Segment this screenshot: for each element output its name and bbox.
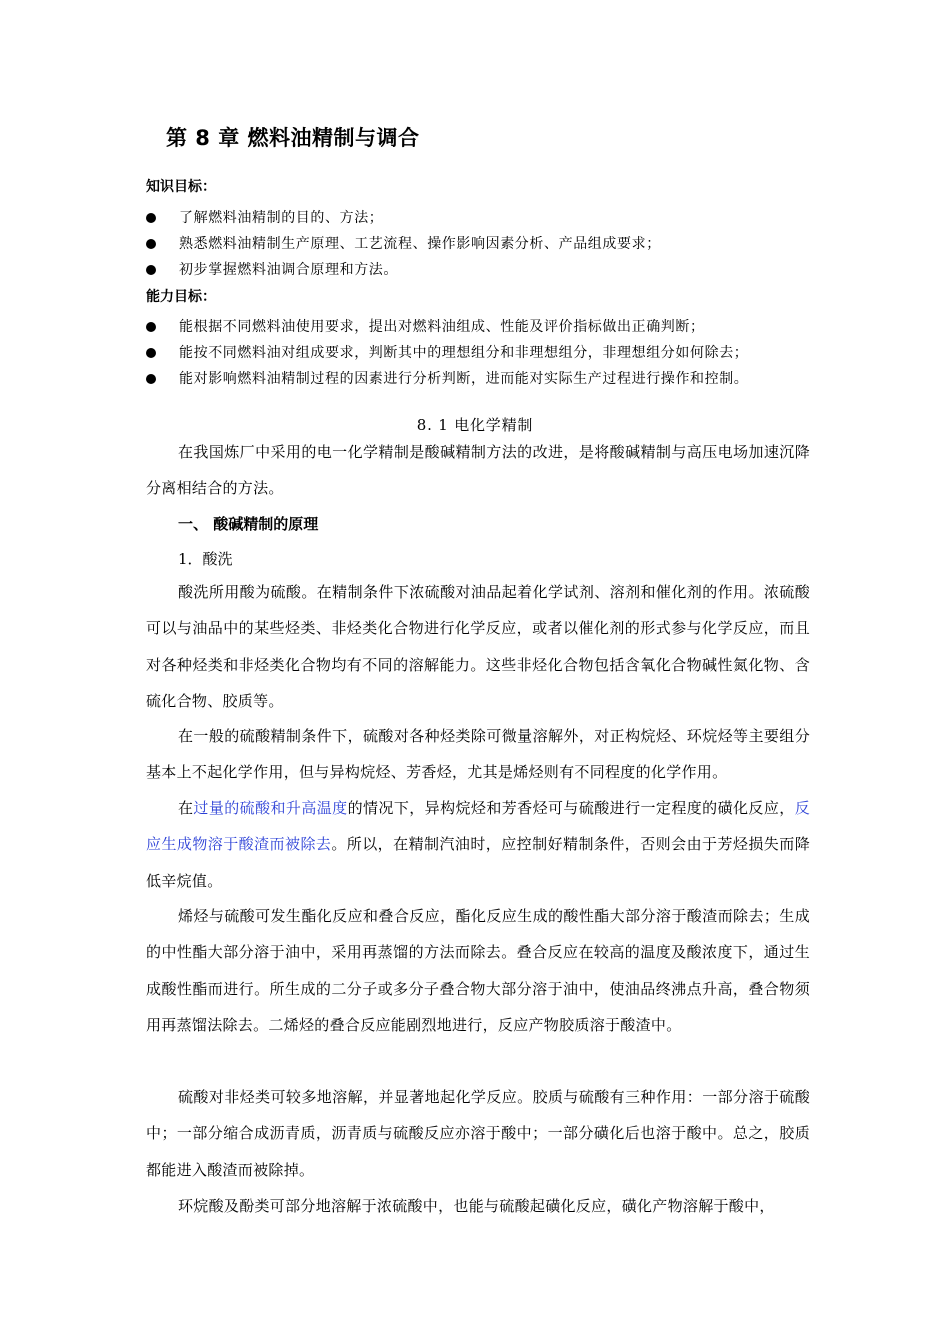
chapter-title: 第 8 章 燃料油精制与调合 <box>166 126 420 150</box>
ability-goals-list <box>146 314 826 392</box>
list-item: 能根据不同燃料油使用要求，提出对燃料油组成、性能及评价指标做出正确判断； <box>146 314 826 340</box>
list-item: 了解燃料油精制的目的、方法； <box>146 205 826 231</box>
knowledge-goals-list <box>146 205 826 283</box>
list-item: 能按不同燃料油对组成要求，判断其中的理想组分和非理想组分，非理想组分如何除去； <box>146 340 826 366</box>
paragraph-olefins: 烯烃与硫酸可发生酯化反应和叠合反应，酯化反应生成的酸性酯大部分溶于酸渣而除去；生成的中性酯大部分溶于油中，采用再蒸馏的方法而除去。叠合反应在较高的温度及酸浓度下，通过生成酸性酯而进行。所生成的二分子或多分子叠合物大部分溶于油中，使油品终沸点升高，叠合物须用再蒸馏法除去。二烯烃的叠合反应能剧烈地进行，反应产物胶质溶于酸渣中。 <box>146 907 810 1035</box>
highlight-excess-acid: 过量的硫酸和升高温度 <box>193 799 348 817</box>
list-item: 初步掌握燃料油调合原理和方法。 <box>146 257 826 283</box>
section-title: 8. 1 电化学精制 <box>416 416 534 434</box>
bullet-icon <box>146 322 156 332</box>
highlight-acid-sludge: 反应生成物溶于酸渣而被除去 <box>146 799 810 854</box>
list-item: 熟悉燃料油精制生产原理、工艺流程、操作影响因素分析、产品组成要求； <box>146 231 826 257</box>
subheading-principle: 一、 酸碱精制的原理 <box>178 515 319 533</box>
bullet-icon <box>146 239 156 249</box>
subheading-acid-wash: 1．酸洗 <box>178 550 233 568</box>
bullet-icon <box>146 265 156 275</box>
paragraph-naphthenic-acid: 环烷酸及酚类可部分地溶解于浓硫酸中，也能与硫酸起磺化反应，磺化产物溶解于酸中， <box>178 1197 775 1215</box>
paragraph-hydrocarbons: 在一般的硫酸精制条件下，硫酸对各种烃类除可微量溶解外，对正构烷烃、环烷烃等主要组分基本上不起化学作用，但与异构烷烃、芳香烃，尤其是烯烃则有不同程度的化学作用。 <box>146 727 810 782</box>
bullet-icon <box>146 213 156 223</box>
paragraph-non-hydrocarbons: 硫酸对非烃类可较多地溶解，并显著地起化学反应。胶质与硫酸有三种作用：一部分溶于硫酸中；一部分缩合成沥青质，沥青质与硫酸反应亦溶于酸中；一部分磺化后也溶于酸中。总之，胶质都能进入酸渣而被除掉。 <box>146 1088 810 1179</box>
intro-paragraph: 在我国炼厂中采用的电一化学精制是酸碱精制方法的改进，是将酸碱精制与高压电场加速沉降分离相结合的方法。 <box>146 443 810 498</box>
ability-goals-label: 能力目标： <box>146 289 216 305</box>
list-item: 能对影响燃料油精制过程的因素进行分析判断，进而能对实际生产过程进行操作和控制。 <box>146 366 826 392</box>
bullet-icon <box>146 374 156 384</box>
paragraph-sulfonation: 在过量的硫酸和升高温度的情况下，异构烷烃和芳香烃可与硫酸进行一定程度的磺化反应，反应生成物溶于酸渣而被除去。所以，在精制汽油时，应控制好精制条件，否则会由于芳烃损失而降低辛烷值。 <box>146 799 810 890</box>
bullet-icon <box>146 348 156 358</box>
knowledge-goals-label: 知识目标： <box>146 179 216 195</box>
paragraph-acid: 酸洗所用酸为硫酸。在精制条件下浓硫酸对油品起着化学试剂、溶剂和催化剂的作用。浓硫酸可以与油品中的某些烃类、非烃类化合物进行化学反应，或者以催化剂的形式参与化学反应，而且对各种烃类和非烃类化合物均有不同的溶解能力。这些非烃化合物包括含氧化合物碱性氮化物、含硫化合物、胶质等。 <box>146 583 810 711</box>
